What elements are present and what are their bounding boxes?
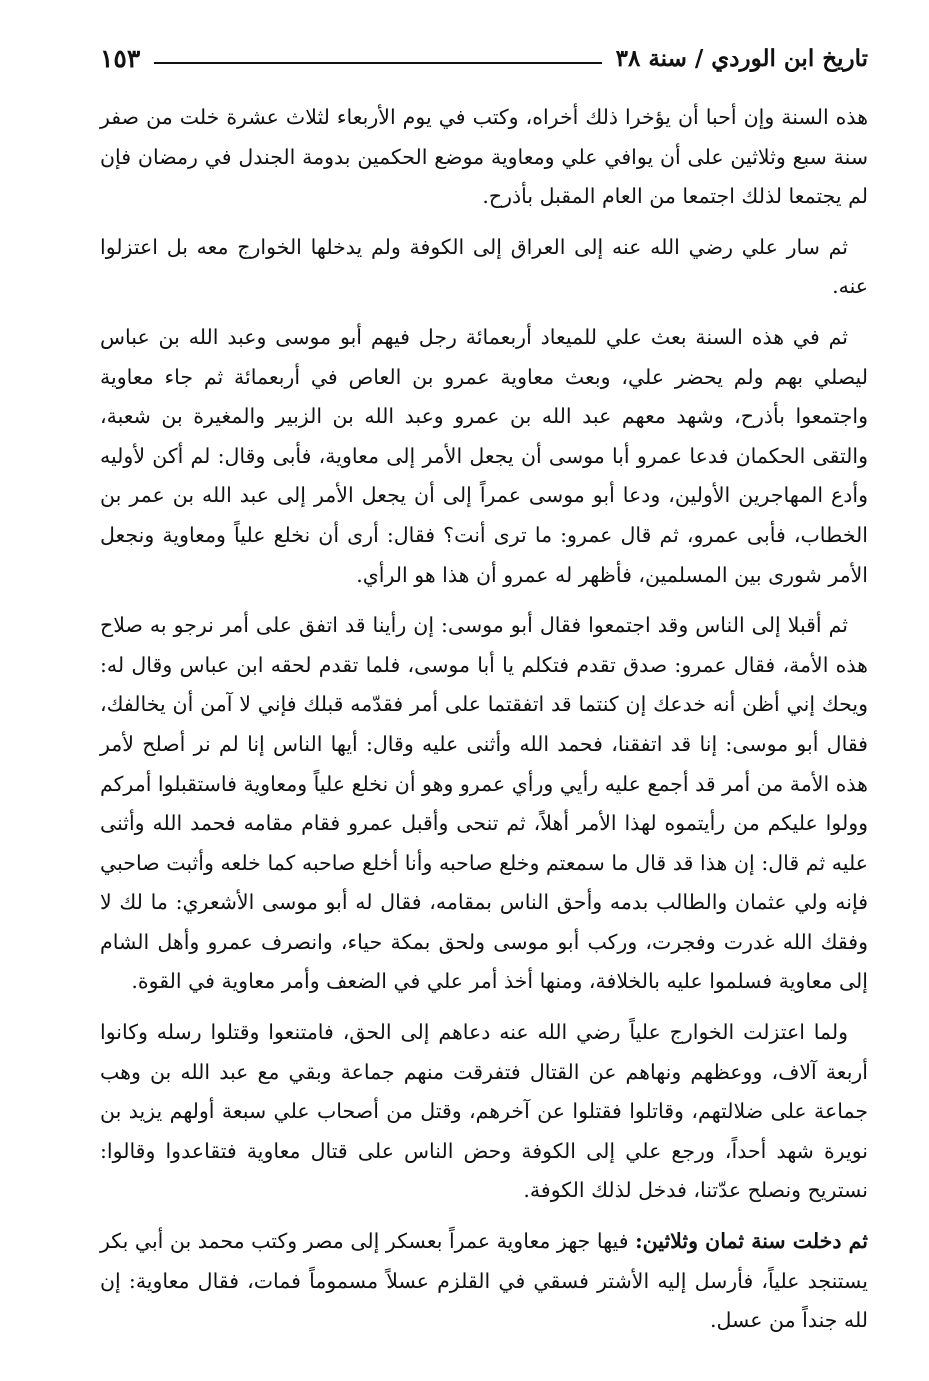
page-header [100, 38, 868, 78]
year-entry [100, 1222, 868, 1341]
paragraph-5: ولما اعتزلت الخوارج علياً رضي الله عنه دعاهم إلى الحق، فامتنعوا وقتلوا رسله وكانوا أربعة آلاف، ووعظهم ونهاهم عن القتال فتفرقت منهم جماعة وبقي مع عبد الله بن وهب جماعة على ضلالتهم، وقاتلوا فقتلوا عن آخرهم، وقتل من أصحاب علي سبعة أولهم يزيد بن نويرة شهد أحداً، ورجع علي إلى الكوفة وحض الناس على قتال معاوية فتقاعدوا وقالوا: نستريح ونصلح عدّتنا، فدخل لذلك الكوفة. [100, 1020, 868, 1203]
paragraph-2: ثم سار علي رضي الله عنه إلى العراق إلى الكوفة ولم يدخلها الخوارج معه بل اعتزلوا عنه. [100, 234, 868, 299]
running-title: تاريخ ابن الوردي / سنة ٣٨ [615, 44, 868, 72]
year-heading: ثم دخلت سنة ثمان وثلاثين: [635, 1229, 868, 1254]
header-rule [154, 62, 601, 64]
paragraph-1: هذه السنة وإن أحبا أن يؤخرا ذلك أخراه، وكتب في يوم الأربعاء لثلاث عشرة خلت من صفر سنة سبع وثلاثين على أن يوافي علي ومعاوية موضع الحكمين بدومة الجندل في رمضان فإن لم يجتمعا لذلك اجتمعا من العام المقبل بأذرح. [100, 105, 868, 209]
page-number: ١٥٣ [100, 43, 141, 73]
paragraph-4: ثم أقبلا إلى الناس وقد اجتمعوا فقال أبو موسى: إن رأينا قد اتفق على أمر نرجو به صلاح هذه الأمة، فقال عمرو: صدق تقدم فتكلم يا أبا موسى، فلما تقدم لحقه ابن عباس وقال له: ويحك إني أظن أنه خدعك إن كنتما قد اتفقتما على أمر فقدّمه قبلك فإني لا آمن أن يخالفك، فقال أبو موسى: إنا قد اتفقنا، فحمد الله وأثنى عليه وقال: أيها الناس إنا لم نر أصلح لأمر هذه الأمة من أمر قد أجمع عليه رأيي ورأي عمرو وهو أن نخلع علياً ومعاوية فاستقبلوا أمركم وولوا عليكم من رأيتموه لهذا الأمر أهلاً، ثم تنحى وأقبل عمرو فقام مقامه فحمد الله وأثنى عليه ثم قال: إن هذا قد قال ما سمعتم وخلع صاحبه وأنا أخلع صاحبه كما خلعه وأثبت صاحبي فإنه ولي عثمان والطالب بدمه وأحق الناس بمقامه، فقال له أبو موسى الأشعري: ما لك لا وفقك الله غدرت وفجرت، وركب أبو موسى ولحق بمكة حياء، وانصرف عمرو وأهل الشام إلى معاوية فسلموا عليه بالخلافة، ومنها أخذ أمر علي في الضعف وأمر معاوية في القوة. [100, 613, 868, 994]
year-entry-text: فيها جهز معاوية عمراً بعسكر إلى مصر وكتب محمد بن أبي بكر يستنجد علياً، فأرسل إليه الأشتر فسقي في القلزم عسلاً مسموماً فمات، فقال معاوية: إن لله جنداً من عسل. [100, 1229, 868, 1333]
paragraph-3: ثم في هذه السنة بعث علي للميعاد أربعمائة رجل فيهم أبو موسى وعبد الله بن عباس ليصلي بهم ولم يحضر علي، وبعث معاوية عمرو بن العاص في أربعمائة ثم جاء معاوية واجتمعوا بأذرح، وشهد معهم عبد الله بن عمرو وعبد الله بن الزبير والمغيرة بن شعبة، والتقى الحكمان فدعا عمرو أبا موسى أن يجعل الأمر إلى معاوية، فأبى وقال: لم أكن لأوليه وأدع المهاجرين الأولين، ودعا أبو موسى عمراً إلى أن يجعل الأمر إلى عبد الله بن عمر بن الخطاب، فأبى عمرو، ثم قال عمرو: ما ترى أنت؟ فقال: أرى أن نخلع علياً ومعاوية ونجعل الأمر شورى بين المسلمين، فأظهر له عمرو أن هذا هو الرأي. [100, 324, 868, 587]
body-text [100, 98, 868, 1352]
